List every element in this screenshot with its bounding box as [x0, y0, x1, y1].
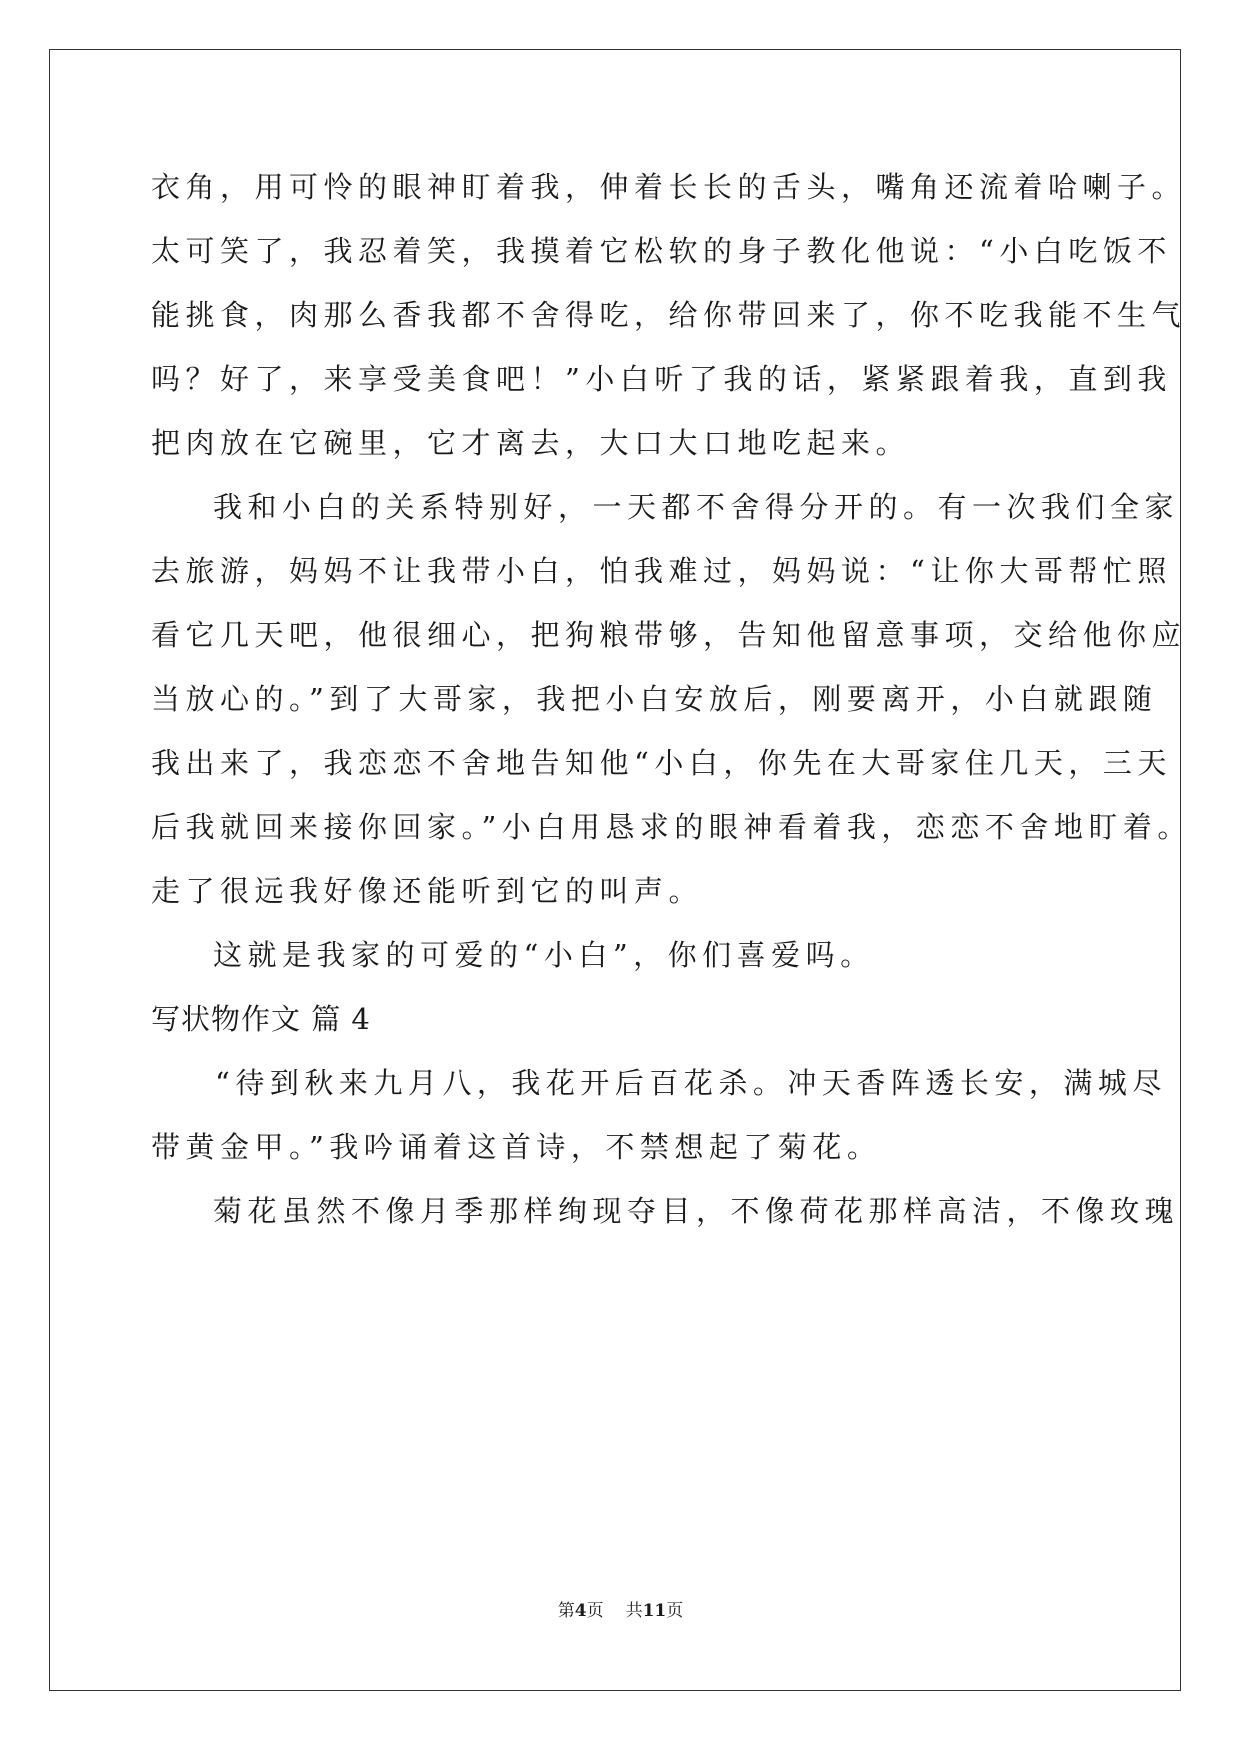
text-line: 去旅游，妈妈不让我带小白，怕我难过，妈妈说：“让你大哥帮忙照: [151, 554, 1172, 588]
paragraph-start-line: “待到秋来九月八，我花开后百花杀。冲天香阵透长安，满城尽: [215, 1066, 1167, 1100]
footer-total-suffix: 页: [666, 1601, 684, 1621]
text-line: 带黄金甲。”我吟诵着这首诗，不禁想起了菊花。: [151, 1130, 882, 1164]
section-heading: 写状物作文 篇 4: [151, 1002, 371, 1036]
current-page-number: 4: [574, 1601, 587, 1621]
text-line: 太可笑了，我忍着笑，我摸着它松软的身子教化他说：“小白吃饭不: [151, 234, 1172, 268]
paragraph-start-line: 菊花虽然不像月季那样绚现夺目，不像荷花那样高洁，不像玫瑰: [213, 1194, 1180, 1228]
text-line: 后我就回来接你回家。”小白用恳求的眼神看着我，恋恋不舍地盯着。: [151, 810, 1192, 844]
text-line: 吗？好了，来享受美食吧！”小白听了我的话，紧紧跟着我，直到我: [151, 362, 1172, 396]
text-line: 把肉放在它碗里，它才离去，大口大口地吃起来。: [151, 426, 911, 460]
text-line: 看它几天吧，他很细心，把狗粮带够，告知他留意事项，交给他你应: [151, 618, 1187, 652]
document-body: [151, 155, 1192, 1243]
text-line: 当放心的。”到了大哥家，我把小白安放后，刚要离开，小白就跟随: [151, 682, 1158, 716]
footer-total-prefix: 共: [625, 1601, 643, 1621]
total-pages-number: 11: [642, 1601, 667, 1621]
text-line: 衣角，用可怜的眼神盯着我，伸着长长的舌头，嘴角还流着哈喇子。: [151, 170, 1187, 204]
footer-prefix: 第: [557, 1601, 575, 1621]
paragraph-start-line: 这就是我家的可爱的“小白”，你们喜爱吗。: [213, 938, 875, 972]
paragraph-start-line: 我和小白的关系特别好，一天都不舍得分开的。有一次我们全家: [213, 490, 1180, 524]
text-line: 走了很远我好像还能听到它的叫声。: [151, 874, 704, 908]
text-line: 我出来了，我恋恋不舍地告知他“小白，你先在大哥家住几天，三天: [151, 746, 1172, 780]
text-line: 能挑食，肉那么香我都不舍得吃，给你带回来了，你不吃我能不生气: [151, 298, 1187, 332]
footer-page-suffix: 页: [586, 1601, 604, 1621]
page-footer: [0, 1601, 1241, 1621]
